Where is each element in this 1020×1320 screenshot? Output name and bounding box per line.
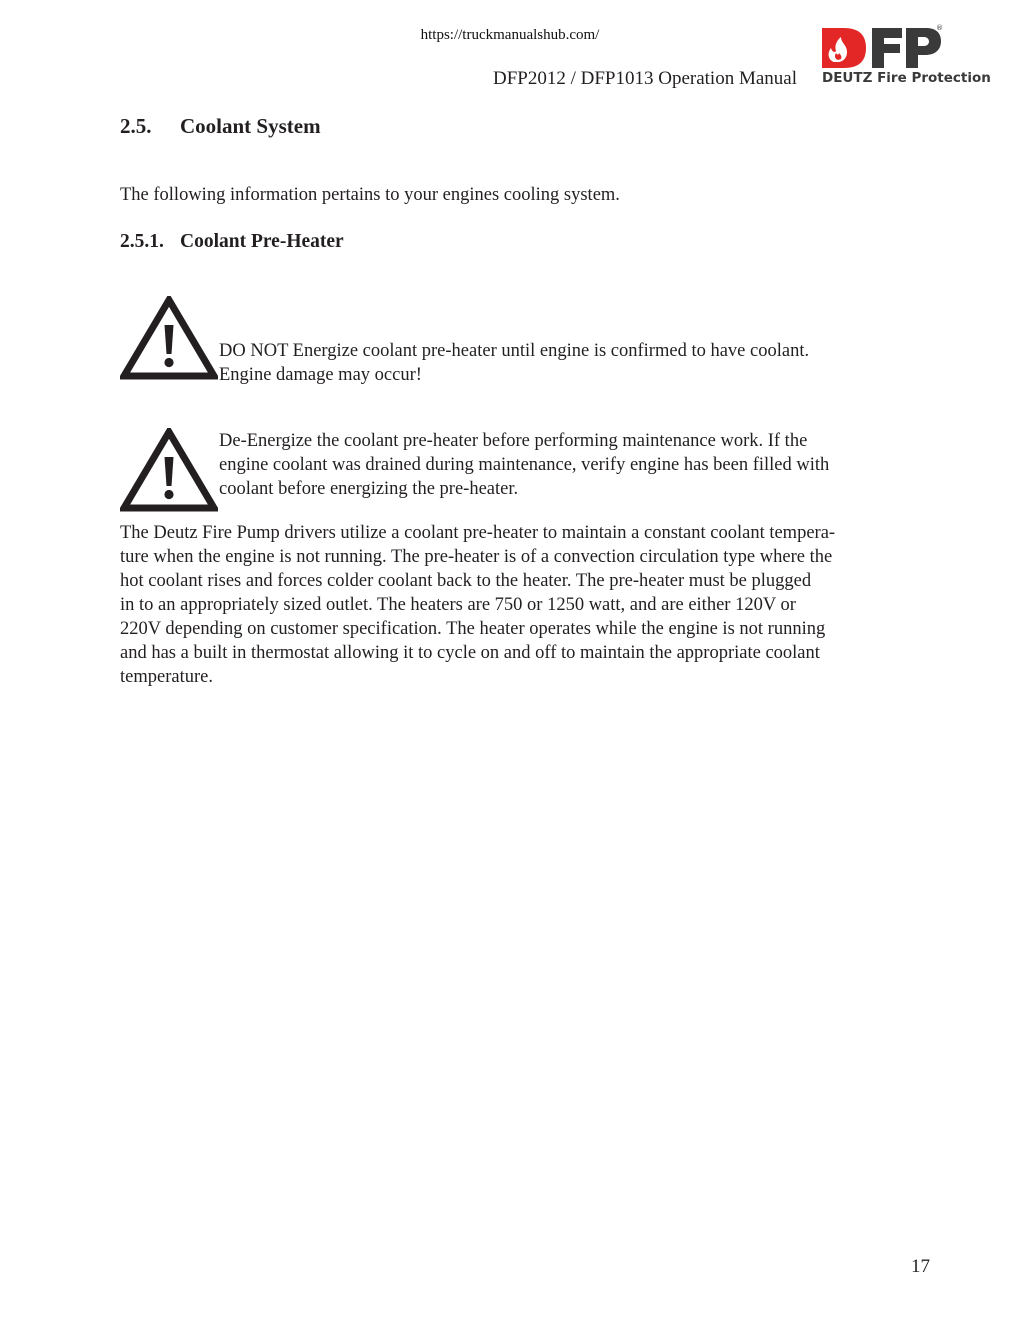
warning-1-line: DO NOT Energize coolant pre-heater until engine is confirmed to have coolant.: [219, 341, 810, 361]
source-url: https://truckmanualshub.com/: [420, 27, 600, 43]
body-line: temperature.: [120, 667, 213, 687]
section-heading: [120, 114, 321, 139]
warning-2-line: engine coolant was drained during maintenance, verify engine has been filled with: [219, 455, 830, 475]
warning-text-1: [219, 339, 899, 387]
subsection-heading: [120, 231, 344, 253]
dfp-logo-mark: [820, 26, 944, 70]
section-title: Coolant System: [180, 114, 321, 138]
body-line: The Deutz Fire Pump drivers utilize a coolant pre-heater to maintain a constant coolant tempera-: [120, 523, 836, 543]
warning-triangle-icon: [120, 428, 218, 512]
body-line: hot coolant rises and forces colder coolant back to the heater. The pre-heater must be plugged: [120, 571, 812, 591]
subsection-title: Coolant Pre-Heater: [180, 231, 344, 252]
warning-2-line: coolant before energizing the pre-heater.: [219, 479, 519, 499]
page-number: 17: [911, 1256, 930, 1277]
warning-2-line: De-Energize the coolant pre-heater before performing maintenance work. If the: [219, 431, 808, 451]
body-paragraph: [120, 521, 898, 689]
body-line: 220V depending on customer specification. The heater operates while the engine is not running: [120, 619, 826, 639]
registered-mark: ®: [936, 24, 943, 32]
subsection-number: 2.5.1.: [120, 231, 164, 252]
logo-caption: DEUTZ Fire Protection: [822, 70, 991, 86]
body-line: and has a built in thermostat allowing it to cycle on and off to maintain the appropriate coolant: [120, 643, 820, 663]
section-intro: The following information pertains to your engines cooling system.: [120, 185, 620, 205]
section-number: 2.5.: [120, 114, 152, 138]
manual-title: DFP2012 / DFP1013 Operation Manual: [493, 68, 797, 89]
warning-1-line: Engine damage may occur!: [219, 365, 422, 385]
warning-text-2: [219, 429, 899, 501]
body-line: ture when the engine is not running. The pre-heater is of a convection circulation type where the: [120, 547, 833, 567]
dfp-logo: [820, 24, 991, 90]
warning-triangle-icon: [120, 296, 218, 380]
body-line: in to an appropriately sized outlet. The heaters are 750 or 1250 watt, and are either 120V or: [120, 595, 796, 615]
